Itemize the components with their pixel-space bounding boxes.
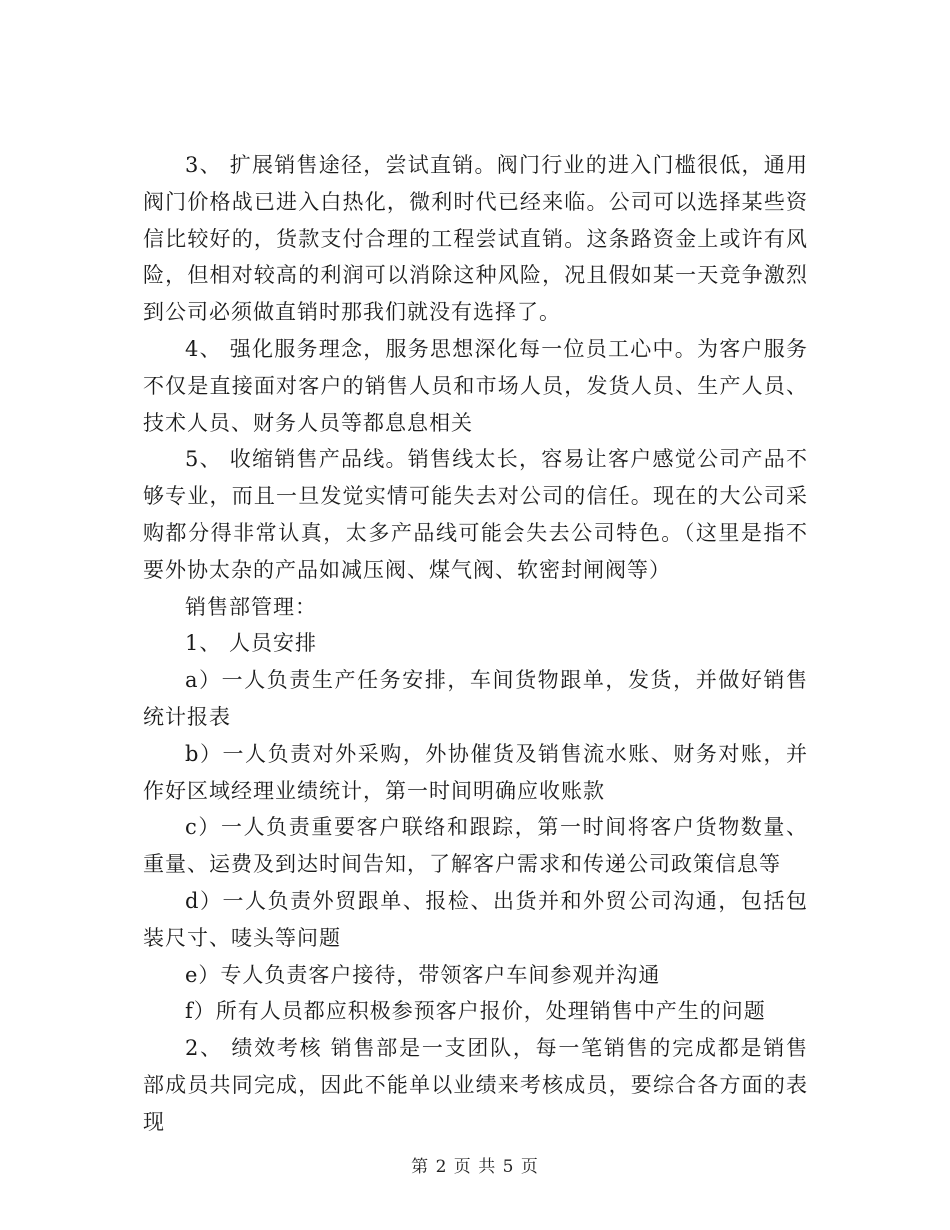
list-item-e: e）专人负责客户接待，带领客户车间参观并沟通 [185, 962, 661, 987]
paragraph-performance-review: 2、 绩效考核 销售部是一支团队，每一笔销售的完成都是销售部成员共同完成，因此不能单以业绩来考核成员，要综合各方面的表现 [143, 1036, 808, 1134]
list-item-b: b）一人负责对外采购，外协催货及销售流水账、财务对账，并作好区域经理业绩统计，第一时间明确应收账款 [143, 741, 808, 803]
subheading-staffing: 1、 人员安排 [185, 631, 318, 656]
body-text [143, 147, 808, 1141]
list-item-c: c）一人负责重要客户联络和跟踪，第一时间将客户货物数量、重量、运费及到达时间告知，了解客户需求和传递公司政策信息等 [143, 815, 808, 877]
section-heading-sales-management: 销售部管理： [185, 594, 317, 619]
paragraph-service-concept: 4、 强化服务理念，服务思想深化每一位员工心中。为客户服务不仅是直接面对客户的销售人员和市场人员，发货人员、生产人员、技术人员、财务人员等都息息相关 [143, 336, 808, 435]
page-number-footer: 第 2 页 共 5 页 [411, 1157, 539, 1177]
list-item-a: a）一人负责生产任务安排，车间货物跟单，发货，并做好销售统计报表 [143, 668, 808, 729]
paragraph-shrink-product-line: 5、 收缩销售产品线。销售线太长，容易让客户感觉公司产品不够专业，而且一旦发觉实情可能失去对公司的信任。现在的大公司采购都分得非常认真，太多产品线可能会失去公司特色。（这里是指不要外协太杂的产品如减压阀、煤气阀、软密封闸阀等） [143, 447, 808, 582]
paragraph-expand-sales-channels: 3、 扩展销售途径，尝试直销。阀门行业的进入门槛很低，通用阀门价格战已进入白热化，微利时代已经来临。公司可以选择某些资信比较好的，货款支付合理的工程尝试直销。这条路资金上或许有风险，但相对较高的利润可以消除这种风险，况且假如某一天竞争激烈到公司必须做直销时那我们就没有选择了。 [143, 153, 808, 325]
list-item-d: d）一人负责外贸跟单、报检、出货并和外贸公司沟通，包括包装尺寸、唛头等问题 [143, 888, 808, 950]
list-item-f: f）所有人员都应积极参预客户报价，处理销售中产生的问题 [185, 999, 766, 1024]
